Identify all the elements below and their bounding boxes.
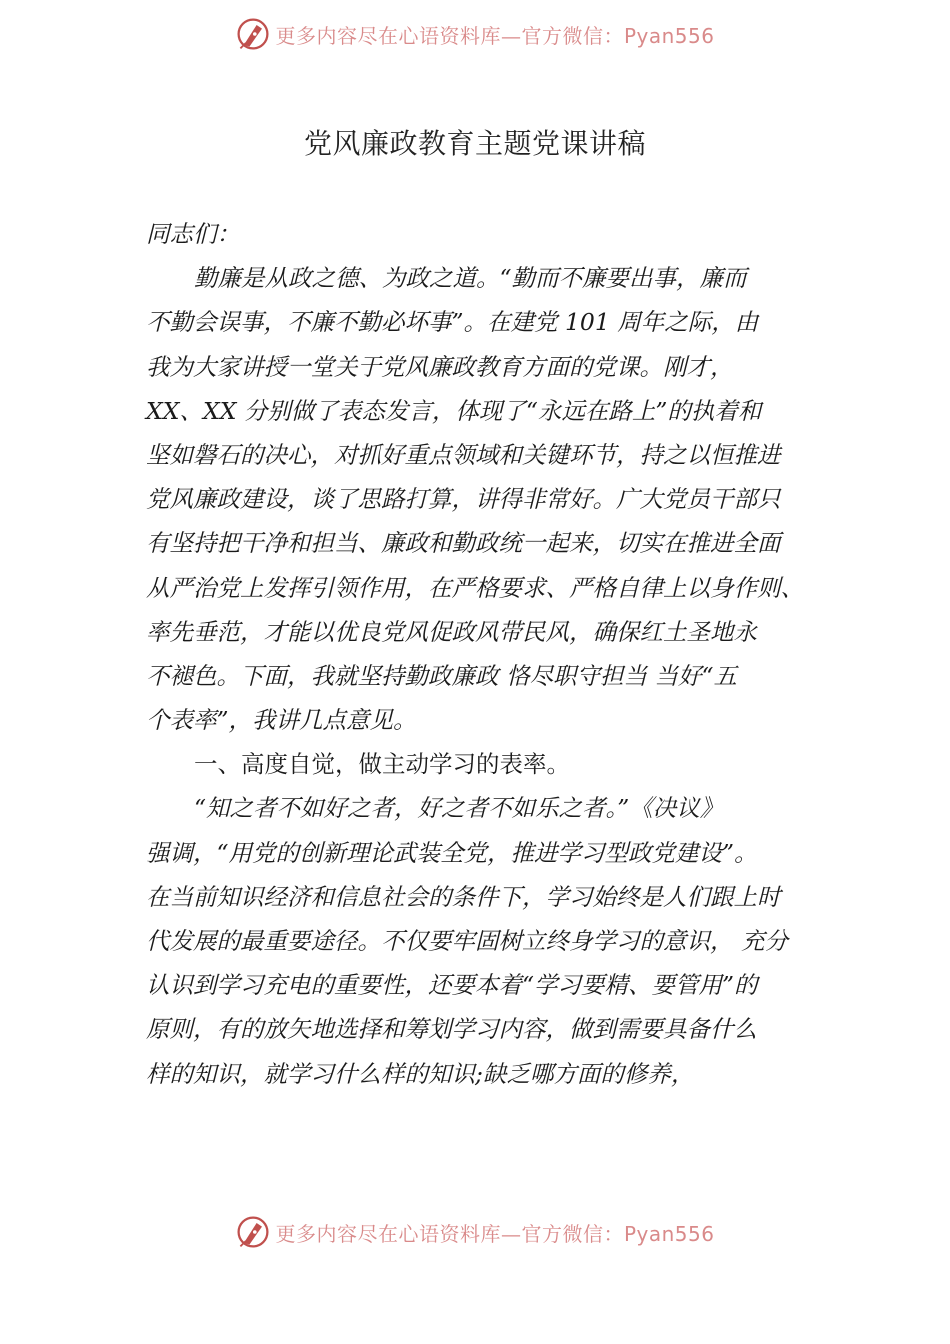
text-line: XX、XX 分别做了表态发言，体现了“永远在路上”的执着和 xyxy=(146,396,762,425)
banner-dash: — xyxy=(500,23,522,48)
text-line: 代发展的最重要途径。不仅要牢固树立终身学习的意识， 充分 xyxy=(146,927,788,955)
footer-banner xyxy=(0,1210,950,1254)
text-line: 党风廉政建设，谈了思路打算，讲得非常好。广大党员干部只 xyxy=(146,485,781,514)
text-line: 原则，有的放矢地选择和筹划学习内容，做到需要具备什么 xyxy=(146,1015,757,1044)
section-heading: 一、高度自觉，做主动学习的表率。 xyxy=(194,750,570,779)
text-line: 率先垂范，才能以优良党风促政风带民风，确保红土圣地永 xyxy=(146,617,757,646)
text-line: 样的知识，就学习什么样的知识;缺乏哪方面的修养， xyxy=(146,1059,695,1088)
text-line: 不勤会误事，不廉不勤必坏事”。在建党 101 周年之际，由 xyxy=(146,308,759,337)
text-line: 勤廉是从政之德、为政之道。“勤而不廉要出事，廉而 xyxy=(194,264,747,293)
pen-nib-logo-icon xyxy=(235,1214,271,1250)
text-line: 从严治党上发挥引领作用，在严格要求、严格自律上以身作则、 xyxy=(146,573,804,602)
text-line: 我为大家讲授一堂关于党风廉政教育方面的党课。刚才， xyxy=(146,352,734,381)
salutation: 同志们： xyxy=(146,220,240,248)
text-line: 强调，“用党的创新理论武装全党，推进学习型政党建设”。 xyxy=(146,838,758,867)
document-body xyxy=(146,212,846,1096)
text-line: 认识到学习充电的重要性，还要本着“学习要精、要管用”的 xyxy=(146,971,758,1000)
banner-site-name: 更多内容尽在心语资料库 xyxy=(275,23,501,48)
document-title: 党风廉政教育主题党课讲稿 xyxy=(303,127,646,160)
text-line: 不褪色。下面，我就坚持勤政廉政 恪尽职守担当 当好“五 xyxy=(146,661,737,690)
pen-nib-logo-icon xyxy=(235,16,271,52)
text-line: 个表率”，我讲几点意见。 xyxy=(146,706,417,735)
banner-site-name: 更多内容尽在心语资料库 xyxy=(275,1221,501,1246)
banner-dash: — xyxy=(500,1221,522,1246)
banner-wechat: 官方微信：Pyan556 xyxy=(521,23,715,48)
text-line: 坚如磐石的决心，对抓好重点领域和关键环节，持之以恒推进 xyxy=(146,440,781,469)
text-line: 在当前知识经济和信息社会的条件下，学习始终是人们跟上时 xyxy=(146,882,781,911)
text-line: 有坚持把干净和担当、廉政和勤政统一起来，切实在推进全面 xyxy=(146,529,781,558)
text-line: “知之者不如好之者，好之者不如乐之者。”《决议》 xyxy=(194,794,724,823)
header-banner xyxy=(0,12,950,56)
banner-wechat: 官方微信：Pyan556 xyxy=(521,1221,715,1246)
